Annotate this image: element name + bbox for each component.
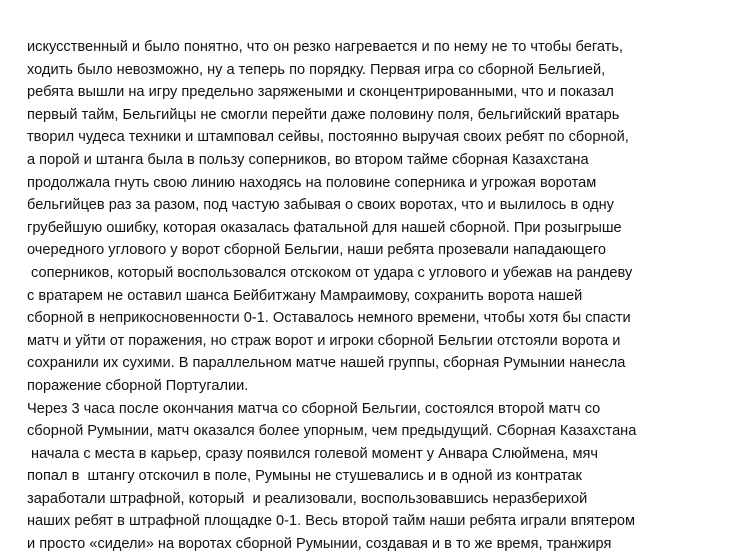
text-line: грубейшую ошибку, которая оказалась фатальной для нашей сборной. При розыгрыше [27, 219, 622, 236]
text-line: первый тайм, Бельгийцы не смогли перейти даже половину поля, бельгийский вратарь [27, 106, 620, 123]
text-line: начала с места в карьер, сразу появился голевой момент у Анвара Слюймена, мяч [27, 445, 599, 462]
text-line: очередного углового у ворот сборной Бельгии, наши ребята прозевали нападающего [27, 242, 606, 259]
text-line: ребята вышли на игру предельно заряжеными и сконцентрированными, что и показал [27, 84, 614, 101]
text-line: бельгийцев раз за разом, под частую забывая о своих воротах, что и вылилось в одну [27, 197, 614, 214]
text-line: сохранили их сухими. В параллельном матче нашей группы, сборная Румынии нанесла [27, 355, 626, 372]
text-line: ходить было невозможно, ну а теперь по порядку. Первая игра со сборной Бельгией, [27, 61, 606, 78]
text-line: сборной в неприкосновенности 0-1. Оставалось немного времени, чтобы хотя бы спасти [27, 310, 631, 327]
text-line: соперников, который воспользовался отскоком от удара с углового и убежав на рандеву [27, 264, 633, 281]
document-body [27, 36, 739, 556]
text-line: с вратарем не оставил шанса Бейбитжану Мамраимову, сохранить ворота нашей [27, 287, 583, 304]
text-line: а порой и штанга была в пользу соперников, во втором тайме сборная Казахстана [27, 151, 589, 168]
text-line: наших ребят в штрафной площадке 0-1. Весь второй тайм наши ребята играли впятером [27, 513, 636, 530]
text-line: матч и уйти от поражения, но страж ворот и игроки сборной Бельгии отстояли ворота и [27, 332, 621, 349]
text-line: заработали штрафной, который и реализовали, воспользовавшись неразберихой [27, 490, 588, 507]
text-line: поражение сборной Португалии. [27, 377, 249, 394]
text-line: Через 3 часа после окончания матча со сборной Бельгии, состоялся второй матч со [27, 400, 601, 417]
text-line: искусственный и было понятно, что он резко нагревается и по нему не то чтобы бегать, [27, 39, 623, 55]
text-line: попал в штангу отскочил в поле, Румыны не стушевались и в одной из контратак [27, 468, 582, 485]
text-line: творил чудеса техники и штамповал сейвы, постоянно выручая своих ребят по сборной, [27, 129, 629, 146]
text-line: сборной Румынии, матч оказался более упорным, чем предыдущий. Сборная Казахстана [27, 423, 637, 440]
text-line: продолжала гнуть свою линию находясь на половине соперника и угрожая воротам [27, 174, 597, 191]
text-line: и просто «сидели» на воротах сборной Румынии, создавая и в то же время, транжиря [27, 536, 612, 553]
